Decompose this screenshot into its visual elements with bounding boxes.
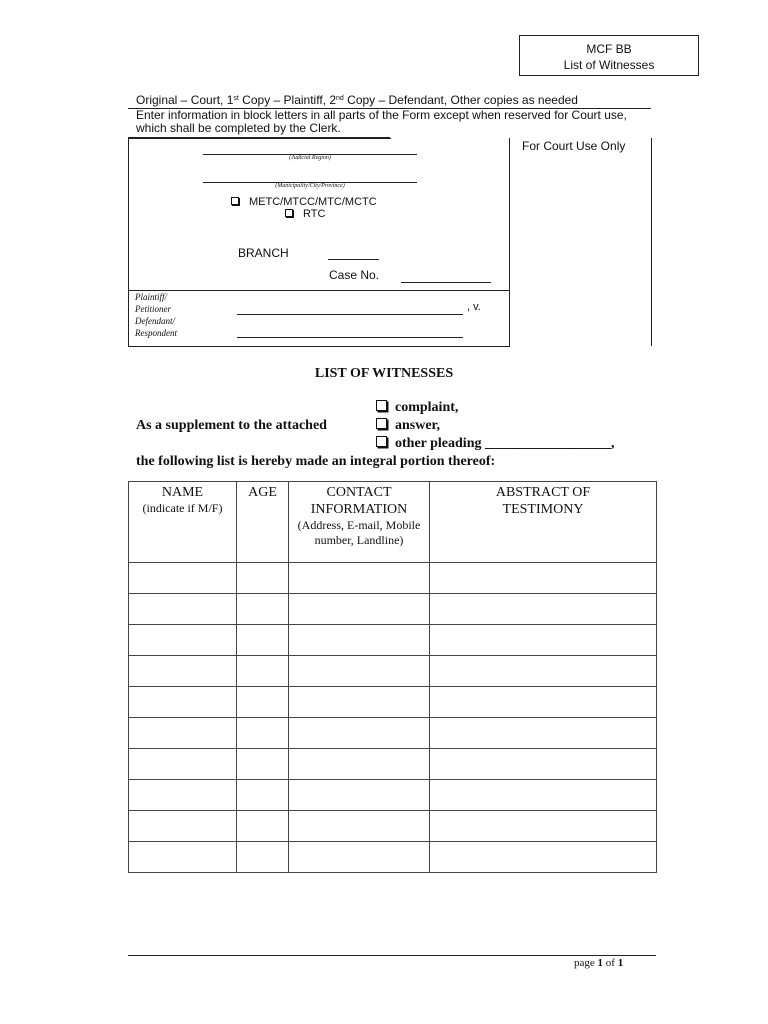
checkbox-icon: [231, 197, 239, 205]
header-testimony: ABSTRACT OF TESTIMONY: [430, 482, 657, 563]
testimony-cell[interactable]: [430, 749, 657, 780]
contact-cell[interactable]: [289, 687, 430, 718]
table-header-row: [129, 482, 657, 563]
parties-box: [128, 290, 510, 347]
testimony-cell[interactable]: [430, 811, 657, 842]
name-cell[interactable]: [129, 718, 237, 749]
court-option-label: METC/MTCC/MTC/MCTC: [249, 196, 377, 208]
copies-text-3: Copy – Defendant, Other copies as needed: [343, 93, 578, 107]
age-cell[interactable]: [237, 811, 289, 842]
table-row: [129, 656, 657, 687]
table-row: [129, 842, 657, 873]
name-cell[interactable]: [129, 811, 237, 842]
form-code-box: [519, 35, 699, 76]
option-label: complaint,: [395, 400, 459, 415]
age-cell[interactable]: [237, 687, 289, 718]
supplement-intro: As a supplement to the attached: [136, 418, 327, 433]
name-cell[interactable]: [129, 594, 237, 625]
name-cell[interactable]: [129, 842, 237, 873]
instructions: Enter information in block letters in all parts of the Form except when reserved for Court use, which shall be completed by the Clerk.: [136, 108, 627, 135]
plaintiff-field[interactable]: [237, 314, 463, 315]
contact-cell[interactable]: [289, 749, 430, 780]
table-row: [129, 811, 657, 842]
page-title: LIST OF WITNESSES: [314, 366, 454, 381]
testimony-cell[interactable]: [430, 780, 657, 811]
testimony-cell[interactable]: [430, 625, 657, 656]
option-answer[interactable]: [376, 418, 440, 434]
page-number: page 1 of 1: [574, 957, 624, 969]
plaintiff-label: Plaintiff/: [135, 292, 168, 302]
age-cell[interactable]: [237, 842, 289, 873]
testimony-cell[interactable]: [430, 563, 657, 594]
branch-field[interactable]: [328, 259, 379, 260]
table-row: [129, 563, 657, 594]
case-no-field[interactable]: [401, 282, 491, 283]
testimony-cell[interactable]: [430, 718, 657, 749]
branch-label: BRANCH: [238, 246, 289, 260]
checkbox-icon: [285, 209, 293, 217]
table-row: [129, 718, 657, 749]
judicial-region-caption: (Judicial Region): [289, 155, 331, 161]
table-row: [129, 594, 657, 625]
copies-text-1: Original – Court, 1: [136, 93, 234, 107]
age-cell[interactable]: [237, 625, 289, 656]
option-label: answer,: [395, 418, 440, 433]
table-row: [129, 625, 657, 656]
option-other-pleading[interactable]: [376, 436, 614, 452]
table-body: [129, 563, 657, 873]
copies-distribution: [136, 93, 578, 107]
age-cell[interactable]: [237, 563, 289, 594]
table-row: [129, 687, 657, 718]
court-use-column: [508, 138, 652, 346]
age-cell[interactable]: [237, 749, 289, 780]
court-option-label: RTC: [303, 208, 326, 220]
form-name: List of Witnesses: [563, 58, 655, 72]
checkbox-icon: [376, 418, 387, 429]
footer-divider: [128, 955, 656, 956]
contact-cell[interactable]: [289, 811, 430, 842]
copies-sup-2: nd: [336, 95, 344, 102]
name-cell[interactable]: [129, 625, 237, 656]
header-age: AGE: [237, 482, 289, 563]
defendant-label: Defendant/: [135, 316, 175, 326]
court-option-rtc[interactable]: [285, 208, 325, 220]
defendant-label: Respondent: [135, 328, 177, 338]
contact-cell[interactable]: [289, 594, 430, 625]
age-cell[interactable]: [237, 594, 289, 625]
name-cell[interactable]: [129, 687, 237, 718]
contact-cell[interactable]: [289, 563, 430, 594]
versus-label: , v.: [467, 301, 481, 313]
contact-cell[interactable]: [289, 656, 430, 687]
option-label: other pleading __________________,: [395, 436, 615, 451]
form-code: MCF BB: [586, 42, 632, 56]
name-cell[interactable]: [129, 780, 237, 811]
testimony-cell[interactable]: [430, 656, 657, 687]
plaintiff-label: Petitioner: [135, 304, 171, 314]
testimony-cell[interactable]: [430, 594, 657, 625]
header-contact: CONTACT INFORMATION (Address, E-mail, Mobile number, Landline): [289, 482, 430, 563]
court-option-metc[interactable]: [231, 196, 377, 208]
contact-cell[interactable]: [289, 780, 430, 811]
contact-cell[interactable]: [289, 718, 430, 749]
name-cell[interactable]: [129, 563, 237, 594]
contact-cell[interactable]: [289, 625, 430, 656]
copies-text-2: Copy – Plaintiff, 2: [238, 93, 337, 107]
defendant-field[interactable]: [237, 337, 463, 338]
witness-table: [128, 481, 657, 873]
contact-cell[interactable]: [289, 842, 430, 873]
name-cell[interactable]: [129, 656, 237, 687]
court-use-label: For Court Use Only: [522, 139, 626, 153]
age-cell[interactable]: [237, 780, 289, 811]
supplement-closing: the following list is hereby made an integral portion thereof:: [136, 454, 496, 469]
copies-sup-1: st: [233, 95, 239, 102]
age-cell[interactable]: [237, 656, 289, 687]
checkbox-icon: [376, 400, 387, 411]
testimony-cell[interactable]: [430, 687, 657, 718]
age-cell[interactable]: [237, 718, 289, 749]
checkbox-icon: [376, 436, 387, 447]
option-complaint[interactable]: [376, 400, 458, 416]
case-caption-box: [128, 138, 510, 291]
name-cell[interactable]: [129, 749, 237, 780]
table-row: [129, 749, 657, 780]
municipality-caption: (Municipality/City/Province): [275, 183, 345, 189]
table-row: [129, 780, 657, 811]
case-no-label: Case No.: [329, 268, 380, 282]
testimony-cell[interactable]: [430, 842, 657, 873]
header-name: NAME (indicate if M/F): [129, 482, 237, 563]
